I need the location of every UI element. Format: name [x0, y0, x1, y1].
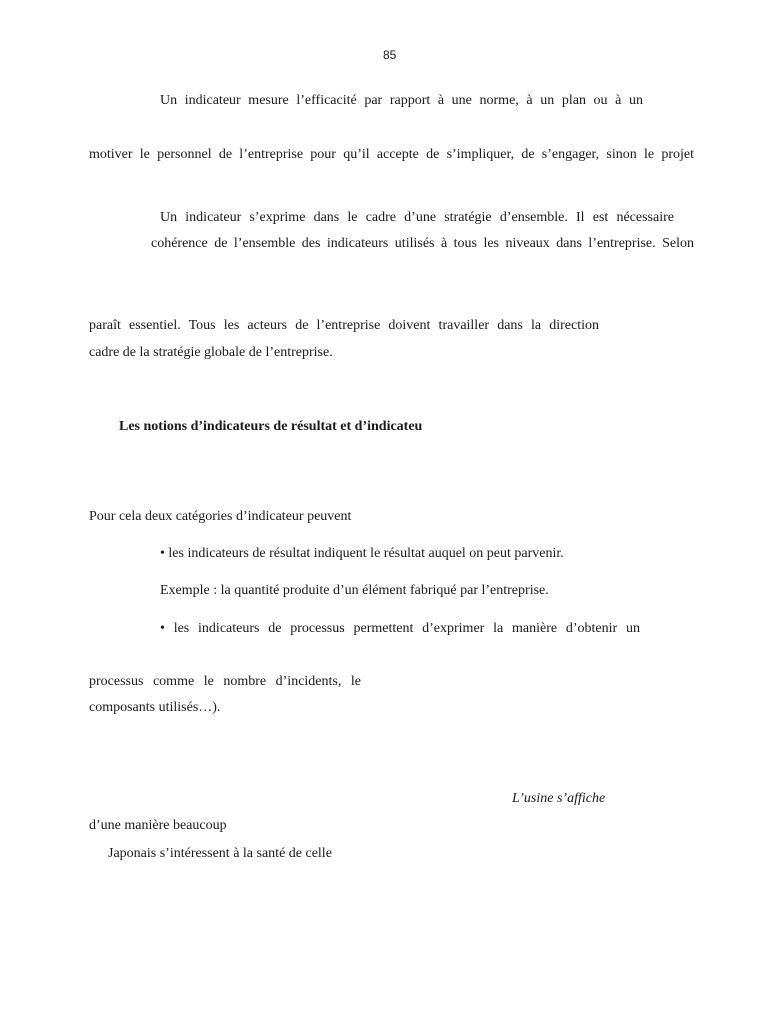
text-line: d’une manière beaucoup [89, 818, 227, 833]
text-line: Japonais s’intéressent à la santé de celle [108, 846, 332, 861]
page-number: 85 [383, 48, 397, 62]
section-heading: Les notions d’indicateurs de résultat et d’indicateu [119, 419, 423, 434]
list-item: • les indicateurs de processus permettent d’exprimer la manière d’obtenir un [160, 621, 640, 636]
text-line: motiver le personnel de l’entreprise pour qu’il accepte de s’impliquer, de s’engager, sinon le projet [89, 147, 694, 162]
text-line: paraît essentiel. Tous les acteurs de l’entreprise doivent travailler dans la direction [89, 318, 599, 333]
text-line: composants utilisés…). [89, 700, 221, 715]
list-item: • les indicateurs de résultat indiquent le résultat auquel on peut parvenir. [160, 546, 564, 561]
text-line: Un indicateur s’exprime dans le cadre d’une stratégie d’ensemble. Il est nécessaire [160, 210, 674, 225]
text-line: cohérence de l’ensemble des indicateurs utilisés à tous les niveaux dans l’entreprise. Selon [151, 236, 694, 251]
text-line: cadre de la stratégie globale de l’entreprise. [89, 345, 333, 360]
text-line: Un indicateur mesure l’efficacité par rapport à une norme, à un plan ou à un [160, 93, 643, 108]
text-line: processus comme le nombre d’incidents, le [89, 674, 361, 689]
text-line-italic: L’usine s’affiche [512, 791, 606, 806]
example-line: Exemple : la quantité produite d’un élément fabriqué par l’entreprise. [160, 583, 549, 598]
text-line: Pour cela deux catégories d’indicateur peuvent [89, 509, 352, 524]
